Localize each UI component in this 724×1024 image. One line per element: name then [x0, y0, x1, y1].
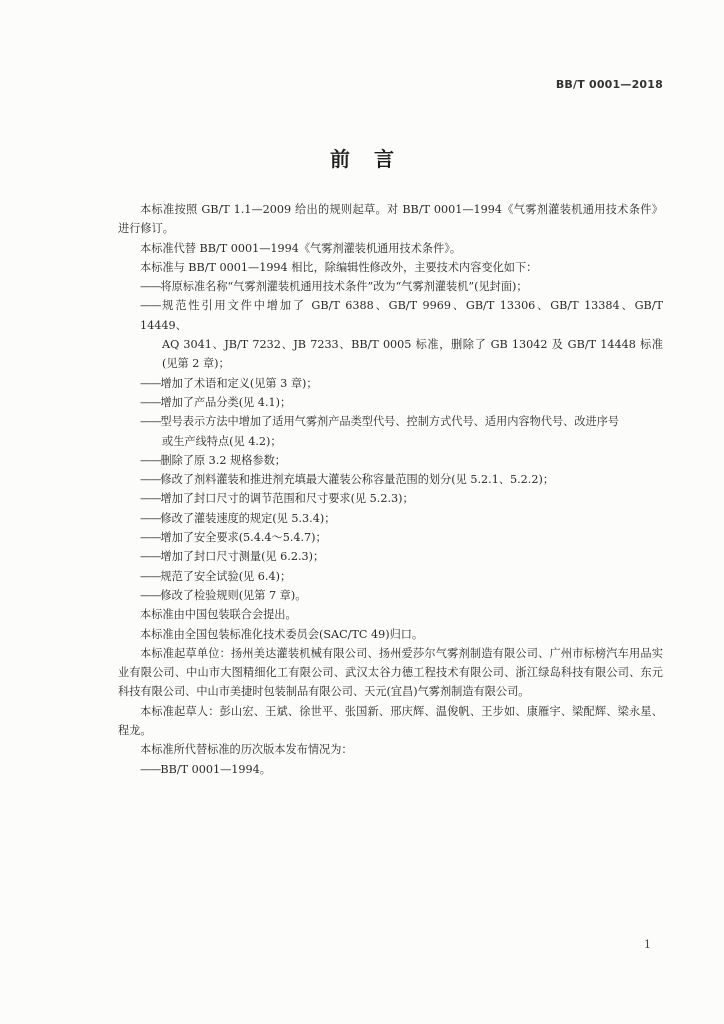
list-item-text: 增加了封口尺寸的调节范围和尺寸要求(见 5.2.3)；: [160, 492, 414, 506]
list-item-text: 修改了剂料灌装和推进剂充填最大灌装公称容量范围的划分(见 5.2.1、5.2.2)；: [160, 473, 555, 487]
list-item-text: 删除了原 3.2 规格参数；: [160, 453, 286, 467]
list-item: [118, 451, 663, 470]
dash-marker: ——: [140, 280, 161, 294]
paragraph-drafting-rules: 本标准按照 GB/T 1.1—2009 给出的规则起草。对 BB/T 0001—1994《气雾剂灌装机通用技术条件》进行修订。: [118, 203, 663, 236]
history-list-item: [118, 760, 663, 779]
paragraph-changes-intro: 本标准与 BB/T 0001—1994 相比，除编辑性修改外，主要技术内容变化如下：: [140, 260, 538, 274]
changes-list: [118, 277, 663, 605]
dash-marker: ——: [140, 415, 161, 429]
dash-marker: ——: [140, 376, 161, 390]
dash-marker: ——: [140, 395, 161, 409]
paragraph-drafters: 本标准起草人：彭山宏、王斌、徐世平、张国新、邢庆辉、温俊帆、王步如、康雁宇、梁配辉、梁永星、程龙。: [118, 704, 663, 738]
list-item: [118, 393, 663, 412]
list-item: [118, 586, 663, 605]
list-item: [118, 296, 663, 373]
list-item-continuation: 或生产线特点(见 4.2)；: [162, 434, 282, 448]
list-item-continuation: AQ 3041、JB/T 7232、JB 7233、BB/T 0005 标准，删除了 GB 13042 及 GB/T 14448 标准(见第 2 章)；: [162, 338, 663, 371]
foreword-body: [118, 200, 663, 779]
page-number: 1: [644, 938, 651, 951]
standard-number: BB/T 0001—2018: [555, 78, 663, 91]
list-item-text: 将原标准名称“气雾剂灌装机通用技术条件”改为“气雾剂灌装机”(见封面)；: [160, 280, 528, 294]
list-item-text: 修改了灌装速度的规定(见 5.3.4)；: [160, 511, 336, 525]
list-item-text: 修改了检验规则(见第 7 章)。: [160, 588, 307, 602]
list-item-text: 规范了安全试验(见 6.4)；: [160, 569, 292, 583]
dash-marker: ——: [140, 453, 161, 467]
paragraph-history-intro: 本标准所代替标准的历次版本发布情况为：: [140, 743, 353, 757]
list-item-text: 型号表示方法中增加了适用气雾剂产品类型代号、控制方式代号、适用内容物代号、改进序号: [160, 415, 620, 429]
page-title: 前言: [330, 147, 418, 171]
dash-marker: ——: [140, 511, 161, 525]
list-item: [118, 567, 663, 586]
dash-marker: ——: [140, 569, 161, 583]
list-item-text: 增加了安全要求(5.4.4～5.4.7)；: [160, 531, 327, 545]
dash-marker: ——: [140, 762, 161, 776]
list-item: [118, 489, 663, 508]
dash-marker: ——: [140, 473, 161, 487]
list-item: [118, 470, 663, 489]
paragraph-drafting-units: 本标准起草单位：扬州美达灌装机械有限公司、扬州爱莎尔气雾剂制造有限公司、广州市标榜汽车用品实业有限公司、中山市大图精细化工有限公司、武汉太谷力德工程技术有限公司、浙江绿岛科技有限公司、东元科技有限公司、中山市美捷时包装制品有限公司、天元(宜昌)气雾剂制造有限公司。: [118, 646, 663, 699]
dash-marker: ——: [140, 492, 161, 506]
dash-marker: ——: [140, 588, 161, 602]
dash-marker: ——: [140, 550, 161, 564]
list-item: [118, 509, 663, 528]
list-item-text: 增加了术语和定义(见第 3 章)；: [160, 376, 318, 390]
history-item-text: BB/T 0001—1994。: [160, 762, 271, 776]
list-item: [118, 547, 663, 566]
dash-marker: ——: [140, 531, 161, 545]
list-item: [118, 277, 663, 296]
list-item: [118, 528, 663, 547]
list-item-text: 规范性引用文件中增加了 GB/T 6388、GB/T 9969、GB/T 13306、GB/T 13384、GB/T 14449、: [140, 299, 663, 332]
dash-marker: ——: [140, 299, 161, 313]
paragraph-proposed-by: 本标准由中国包装联合会提出。: [140, 608, 297, 622]
paragraph-replaces: 本标准代替 BB/T 0001—1994《气雾剂灌装机通用技术条件》。: [140, 241, 462, 255]
paragraph-centralized-by: 本标准由全国包装标准化技术委员会(SAC/TC 49)归口。: [140, 627, 424, 641]
list-item-text: 增加了封口尺寸测量(见 6.2.3)；: [160, 550, 325, 564]
list-item: [118, 412, 663, 451]
list-item-text: 增加了产品分类(见 4.1)；: [160, 395, 292, 409]
list-item: [118, 374, 663, 393]
